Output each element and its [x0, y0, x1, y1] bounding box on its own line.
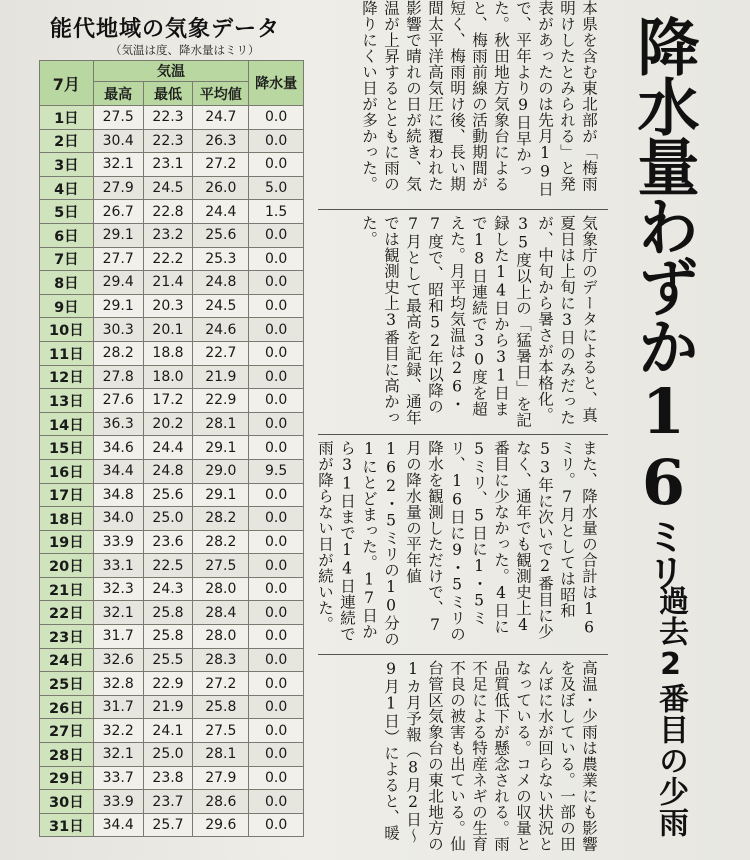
table-row: [40, 483, 304, 507]
min-temp-cell: 18.0: [143, 365, 193, 389]
avg-temp-cell: 26.3: [193, 129, 249, 153]
precip-cell: 0.0: [249, 601, 304, 625]
max-temp-cell: 27.6: [93, 389, 143, 413]
table-row: [40, 223, 304, 247]
precip-cell: 0.0: [249, 153, 304, 177]
precip-cell: 0.0: [249, 719, 304, 743]
max-temp-cell: 32.1: [93, 601, 143, 625]
precip-cell: 0.0: [249, 554, 304, 578]
day-cell: 2日: [40, 129, 94, 153]
table-row: [40, 577, 304, 601]
day-cell: 20日: [40, 554, 94, 578]
article-block-2: 気象庁のデータによると、真夏日は上旬に3日のみだったが、中旬から暑さが本格化。35度以上の「猛暑日」を記録した14日から31日まで18日連続で30度を超えた。月平均気温は26・7度で、昭和52年以降の7月として最高を記録、通年では観測史上3番目に高かった。: [360, 215, 598, 428]
avg-temp-cell: 29.6: [193, 813, 249, 837]
avg-temp-cell: 28.2: [193, 530, 249, 554]
day-cell: 28日: [40, 743, 94, 767]
precip-cell: 0.0: [249, 695, 304, 719]
day-cell: 16日: [40, 459, 94, 483]
max-temp-cell: 32.3: [93, 577, 143, 601]
max-header: 最高: [93, 82, 143, 106]
day-cell: 22日: [40, 601, 94, 625]
table-row: [40, 129, 304, 153]
avg-temp-cell: 28.4: [193, 601, 249, 625]
min-temp-cell: 23.8: [143, 766, 193, 790]
table-row: [40, 507, 304, 531]
min-temp-cell: 17.2: [143, 389, 193, 413]
avg-temp-cell: 24.5: [193, 294, 249, 318]
min-temp-cell: 25.8: [143, 625, 193, 649]
day-cell: 29日: [40, 766, 94, 790]
max-temp-cell: 27.9: [93, 176, 143, 200]
min-temp-cell: 20.3: [143, 294, 193, 318]
day-cell: 30日: [40, 790, 94, 814]
table-row: [40, 719, 304, 743]
precip-cell: 0.0: [249, 813, 304, 837]
day-cell: 13日: [40, 389, 94, 413]
min-temp-cell: 18.8: [143, 341, 193, 365]
precip-cell: 0.0: [249, 507, 304, 531]
day-cell: 21日: [40, 577, 94, 601]
min-temp-cell: 25.8: [143, 601, 193, 625]
table-row: [40, 554, 304, 578]
table-row: [40, 530, 304, 554]
max-temp-cell: 29.1: [93, 294, 143, 318]
min-temp-cell: 20.1: [143, 318, 193, 342]
avg-temp-cell: 25.8: [193, 695, 249, 719]
max-temp-cell: 34.4: [93, 459, 143, 483]
precip-cell: 0.0: [249, 294, 304, 318]
max-temp-cell: 28.2: [93, 341, 143, 365]
max-temp-cell: 27.7: [93, 247, 143, 271]
min-temp-cell: 25.0: [143, 507, 193, 531]
article-block-4: 高温・少雨は農業にも影響を及ぼしている。一部の田んぼに水が回らない状況となっている。コメの収量と品質低下が懸念される。雨不足による特産ネギの生育不良の被害も出ている。仙台管区気象台の東北地方の1カ月予報（8月2日〜9月1日）によると、暖: [382, 660, 598, 852]
avg-temp-cell: 28.0: [193, 625, 249, 649]
precip-cell: 0.0: [249, 766, 304, 790]
min-temp-cell: 23.1: [143, 153, 193, 177]
day-cell: 6日: [40, 223, 94, 247]
precip-cell: 0.0: [249, 129, 304, 153]
table-row: [40, 153, 304, 177]
avg-temp-cell: 29.0: [193, 459, 249, 483]
max-temp-cell: 34.6: [93, 436, 143, 460]
article-block-3: また、降水量の合計は16ミリ。7月としては昭和53年に次いで2番目に少なく、通年でも観測史上4番目に少なかった。4日に5ミリ、5日に1・5ミリ、16日に9・5ミリの降水を観測しただけで、7月の降水量の平年値162・5ミリの10分の1にとどまった。17日から31日まで14日連続で雨が降らない日が続いた。: [316, 440, 598, 647]
precip-cell: 0.0: [249, 341, 304, 365]
day-cell: 17日: [40, 483, 94, 507]
max-temp-cell: 29.4: [93, 271, 143, 295]
column-divider: [318, 654, 608, 655]
day-cell: 31日: [40, 813, 94, 837]
avg-temp-cell: 27.9: [193, 766, 249, 790]
subheadline: 過去2番目の少雨: [653, 585, 688, 838]
min-temp-cell: 23.2: [143, 223, 193, 247]
table-row: [40, 412, 304, 436]
weather-table-body: [40, 106, 304, 837]
table-row: [40, 294, 304, 318]
precip-cell: 0.0: [249, 318, 304, 342]
day-cell: 3日: [40, 153, 94, 177]
table-row: [40, 106, 304, 130]
table-title: 能代地域の気象データ: [50, 17, 281, 42]
min-temp-cell: 25.5: [143, 648, 193, 672]
min-temp-cell: 22.3: [143, 129, 193, 153]
table-row: [40, 648, 304, 672]
precip-cell: 1.5: [249, 200, 304, 224]
table-row: [40, 672, 304, 696]
precip-cell: 0.0: [249, 436, 304, 460]
table-row: [40, 813, 304, 837]
min-temp-cell: 22.5: [143, 554, 193, 578]
max-temp-cell: 30.3: [93, 318, 143, 342]
min-temp-cell: 21.4: [143, 271, 193, 295]
avg-header: 平均値: [193, 82, 249, 106]
month-header: 7月: [40, 61, 94, 106]
table-row: [40, 200, 304, 224]
precip-cell: 5.0: [249, 176, 304, 200]
table-row: [40, 625, 304, 649]
precip-cell: 0.0: [249, 365, 304, 389]
table-row: [40, 459, 304, 483]
day-cell: 9日: [40, 294, 94, 318]
min-temp-cell: 22.3: [143, 106, 193, 130]
avg-temp-cell: 28.2: [193, 507, 249, 531]
day-cell: 18日: [40, 507, 94, 531]
min-temp-cell: 23.7: [143, 790, 193, 814]
table-row: [40, 436, 304, 460]
day-cell: 19日: [40, 530, 94, 554]
max-temp-cell: 30.4: [93, 129, 143, 153]
avg-temp-cell: 27.5: [193, 554, 249, 578]
avg-temp-cell: 24.7: [193, 106, 249, 130]
avg-temp-cell: 28.1: [193, 412, 249, 436]
avg-temp-cell: 24.6: [193, 318, 249, 342]
temp-group-header: 気温: [93, 61, 248, 82]
day-cell: 1日: [40, 106, 94, 130]
day-cell: 27日: [40, 719, 94, 743]
max-temp-cell: 31.7: [93, 625, 143, 649]
avg-temp-cell: 29.1: [193, 483, 249, 507]
min-temp-cell: 24.4: [143, 436, 193, 460]
precip-cell: 0.0: [249, 106, 304, 130]
day-cell: 26日: [40, 695, 94, 719]
max-temp-cell: 32.1: [93, 153, 143, 177]
precip-cell: 0.0: [249, 790, 304, 814]
avg-temp-cell: 26.0: [193, 176, 249, 200]
precip-cell: 0.0: [249, 672, 304, 696]
avg-temp-cell: 28.0: [193, 577, 249, 601]
avg-temp-cell: 29.1: [193, 436, 249, 460]
day-cell: 5日: [40, 200, 94, 224]
max-temp-cell: 32.6: [93, 648, 143, 672]
precip-cell: 0.0: [249, 577, 304, 601]
day-cell: 4日: [40, 176, 94, 200]
column-divider: [318, 434, 608, 435]
day-cell: 15日: [40, 436, 94, 460]
max-temp-cell: 32.1: [93, 743, 143, 767]
max-temp-cell: 31.7: [93, 695, 143, 719]
precip-header: 降水量: [249, 61, 304, 106]
avg-temp-cell: 25.6: [193, 223, 249, 247]
max-temp-cell: 27.8: [93, 365, 143, 389]
min-temp-cell: 21.9: [143, 695, 193, 719]
article-block-1: 本県を含む東北部が「梅雨明けしたとみられる」と発表があったのは先月19日で、平年より9日早かった。秋田地方気象台によると、梅雨前線の活動期間が短く、梅雨明け後、長い期間太平洋高気圧に覆われた影響で晴れの日が続き、気温が上昇するとともに雨の降りにくい日が多かった。: [360, 0, 598, 197]
day-cell: 7日: [40, 247, 94, 271]
table-row: [40, 695, 304, 719]
min-temp-cell: 20.2: [143, 412, 193, 436]
headline: [627, 15, 700, 589]
min-temp-cell: 24.3: [143, 577, 193, 601]
day-cell: 8日: [40, 271, 94, 295]
min-temp-cell: 22.2: [143, 247, 193, 271]
day-cell: 23日: [40, 625, 94, 649]
avg-temp-cell: 28.6: [193, 790, 249, 814]
avg-temp-cell: 27.5: [193, 719, 249, 743]
table-row: [40, 601, 304, 625]
avg-temp-cell: 24.4: [193, 200, 249, 224]
precip-cell: 9.5: [249, 459, 304, 483]
headline-main: 降水量わずか16: [627, 15, 700, 517]
avg-temp-cell: 22.9: [193, 389, 249, 413]
min-header: 最低: [143, 82, 193, 106]
min-temp-cell: 25.6: [143, 483, 193, 507]
table-row: [40, 271, 304, 295]
day-cell: 25日: [40, 672, 94, 696]
max-temp-cell: 26.7: [93, 200, 143, 224]
table-row: [40, 341, 304, 365]
table-unit-note: （気温は度、降水量はミリ）: [110, 43, 260, 57]
max-temp-cell: 32.2: [93, 719, 143, 743]
avg-temp-cell: 21.9: [193, 365, 249, 389]
min-temp-cell: 22.9: [143, 672, 193, 696]
avg-temp-cell: 28.3: [193, 648, 249, 672]
avg-temp-cell: 22.7: [193, 341, 249, 365]
table-row: [40, 318, 304, 342]
max-temp-cell: 34.0: [93, 507, 143, 531]
precip-cell: 0.0: [249, 625, 304, 649]
table-row: [40, 743, 304, 767]
min-temp-cell: 25.7: [143, 813, 193, 837]
precip-cell: 0.0: [249, 743, 304, 767]
min-temp-cell: 24.5: [143, 176, 193, 200]
day-cell: 11日: [40, 341, 94, 365]
max-temp-cell: 34.4: [93, 813, 143, 837]
weather-table: [39, 60, 304, 837]
max-temp-cell: 27.5: [93, 106, 143, 130]
table-row: [40, 247, 304, 271]
max-temp-cell: 33.9: [93, 790, 143, 814]
headline-unit: ミリ: [641, 517, 686, 589]
table-row: [40, 766, 304, 790]
precip-cell: 0.0: [249, 648, 304, 672]
max-temp-cell: 33.7: [93, 766, 143, 790]
column-divider: [318, 209, 608, 210]
table-row: [40, 176, 304, 200]
min-temp-cell: 24.1: [143, 719, 193, 743]
table-row: [40, 389, 304, 413]
day-cell: 24日: [40, 648, 94, 672]
max-temp-cell: 33.1: [93, 554, 143, 578]
avg-temp-cell: 25.3: [193, 247, 249, 271]
precip-cell: 0.0: [249, 223, 304, 247]
day-cell: 14日: [40, 412, 94, 436]
avg-temp-cell: 27.2: [193, 153, 249, 177]
avg-temp-cell: 27.2: [193, 672, 249, 696]
min-temp-cell: 22.8: [143, 200, 193, 224]
precip-cell: 0.0: [249, 389, 304, 413]
max-temp-cell: 33.9: [93, 530, 143, 554]
day-cell: 12日: [40, 365, 94, 389]
max-temp-cell: 29.1: [93, 223, 143, 247]
table-row: [40, 365, 304, 389]
min-temp-cell: 24.8: [143, 459, 193, 483]
precip-cell: 0.0: [249, 483, 304, 507]
precip-cell: 0.0: [249, 412, 304, 436]
avg-temp-cell: 24.8: [193, 271, 249, 295]
max-temp-cell: 32.8: [93, 672, 143, 696]
precip-cell: 0.0: [249, 271, 304, 295]
min-temp-cell: 23.6: [143, 530, 193, 554]
table-row: [40, 790, 304, 814]
day-cell: 10日: [40, 318, 94, 342]
min-temp-cell: 25.0: [143, 743, 193, 767]
precip-cell: 0.0: [249, 247, 304, 271]
max-temp-cell: 36.3: [93, 412, 143, 436]
max-temp-cell: 34.8: [93, 483, 143, 507]
precip-cell: 0.0: [249, 530, 304, 554]
avg-temp-cell: 28.1: [193, 743, 249, 767]
